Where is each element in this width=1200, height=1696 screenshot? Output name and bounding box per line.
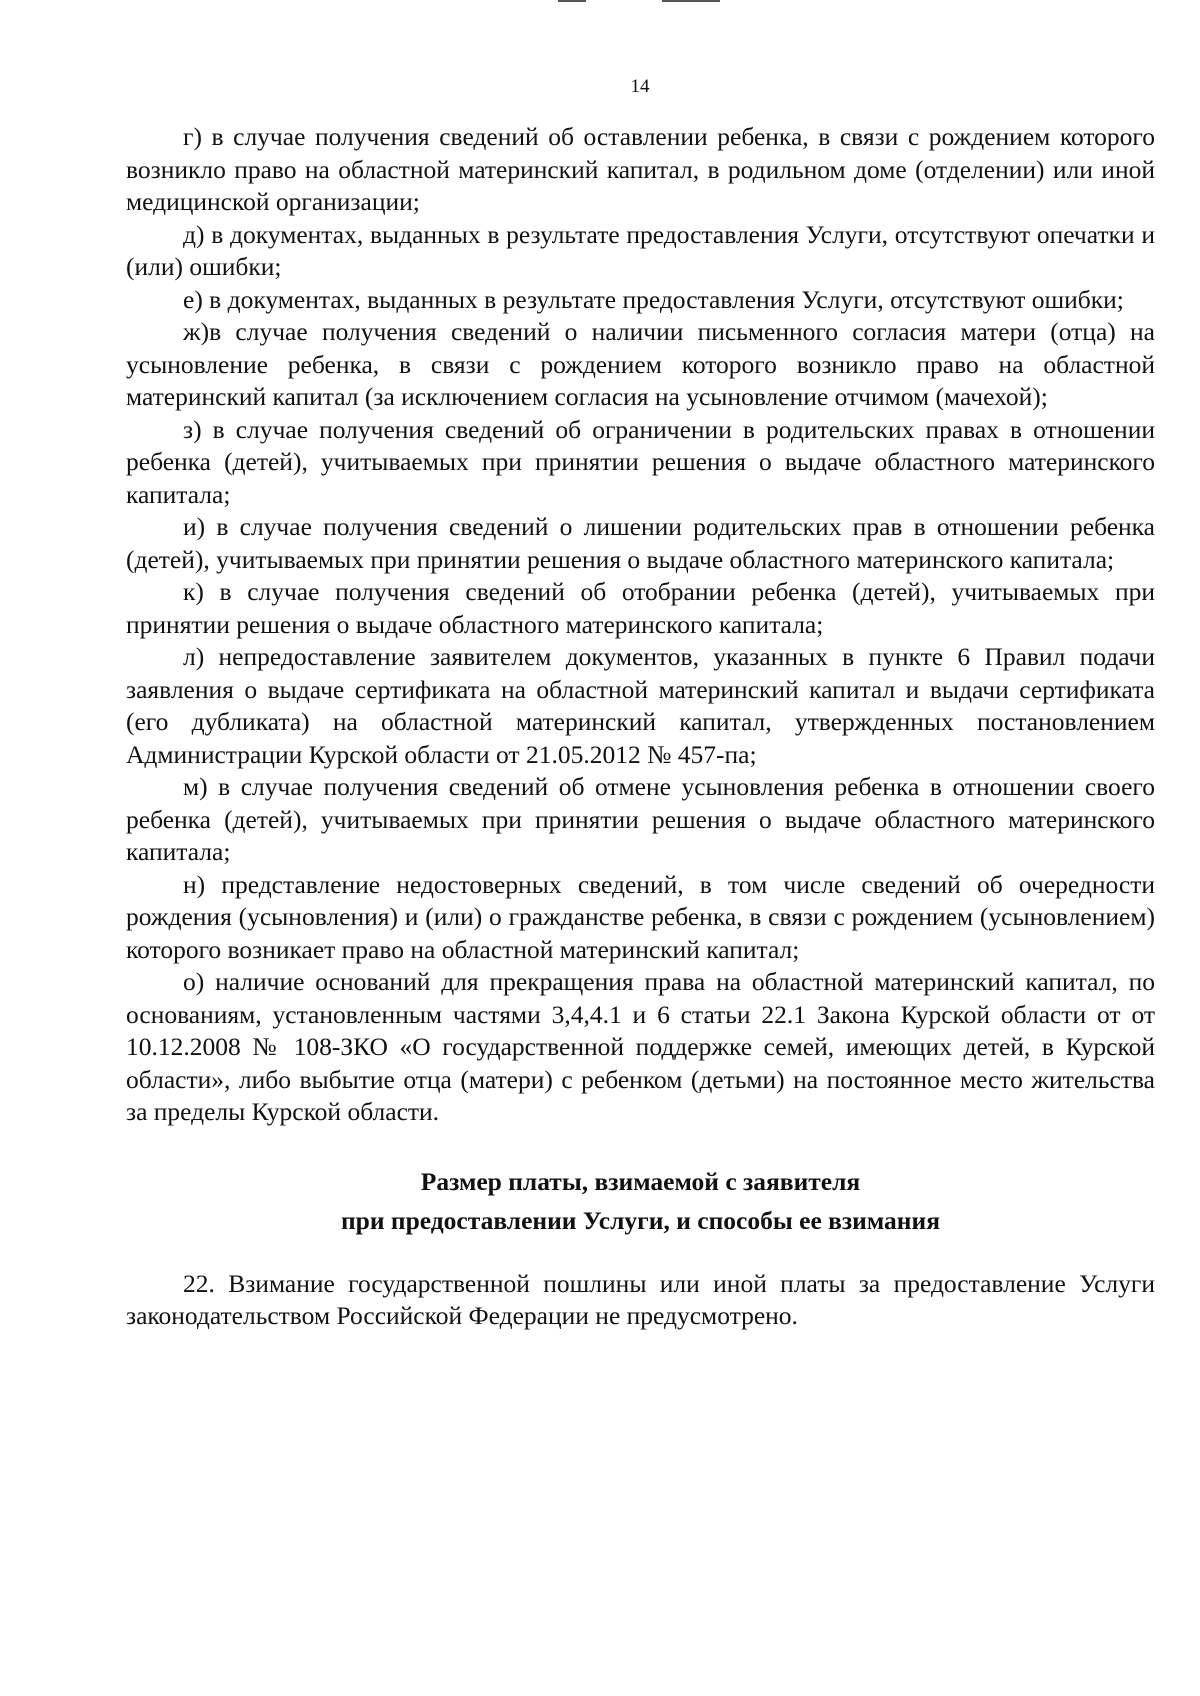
paragraph-k: к) в случае получения сведений об отобрании ребенка (детей), учитываемых при принятии решения о выдаче областного материнского капитала; [126,577,1155,639]
paragraph-i: и) в случае получения сведений о лишении родительских прав в отношении ребенка (детей), учитываемых при принятии решения о выдаче областного материнского капитала; [126,512,1155,574]
section-heading [126,1162,1155,1240]
document-body [126,121,1155,1333]
paragraph-d: д) в документах, выданных в результате предоставления Услуги, отсутствуют опечатки и (или) ошибки; [126,219,1155,281]
section-heading-line-1: Размер платы, взимаемой с заявителя [420,1166,861,1196]
paragraph-e: е) в документах, выданных в результате предоставления Услуги, отсутствуют ошибки; [183,284,1124,314]
paragraph-n: н) представление недостоверных сведений, в том числе сведений об очередности рождения (усыновления) и (или) о гражданстве ребенка, в связи с рождением (усыновлением) которого возникает право на областной материнский капитал; [126,869,1155,964]
paragraph-o: о) наличие оснований для прекращения права на областной материнский капитал, по основаниям, установленным частями 3,4,4.1 и 6 статьи 22.1 Закона Курской области от от 10.12.2008 № 108-ЗКО «О государственной поддержке семей, имеющих детей, в Курской области», либо выбытие отца (матери) с ребенком (детьми) на постоянное место жительства за пределы Курской области. [126,967,1155,1126]
paragraph-z: з) в случае получения сведений об ограничении в родительских правах в отношении ребенка (детей), учитываемых при принятии решения о выдаче областного материнского капитала; [126,414,1155,509]
section-heading-line-2: при предоставлении Услуги, и способы ее взимания [340,1205,940,1235]
paragraph-g: г) в случае получения сведений об оставлении ребенка, в связи с рождением которого возникло право на областной материнский капитал, в родильном доме (отделении) или иной медицинской организации; [126,122,1155,216]
scan-edge-mark [662,0,720,2]
scan-edge-mark [558,0,586,2]
paragraph-m: м) в случае получения сведений об отмене усыновления ребенка в отношении своего ребенка (детей), учитываемых при принятии решения о выдаче областного материнского капитала; [126,772,1155,866]
page-number: 14 [630,76,650,97]
paragraph-zh: ж)в случае получения сведений о наличии письменного согласия матери (отца) на усыновление ребенка, в связи с рождением которого возникло право на областной материнский капитал (за исключением согласия на усыновление отчимом (мачехой); [126,317,1155,411]
paragraph-l: л) непредоставление заявителем документов, указанных в пункте 6 Правил подачи заявления о выдаче сертификата на областной материнский капитал и выдачи сертификата (его дубликата) на областной материнский капитал, утвержденных постановлением Администрации Курской области от 21.05.2012 № 457-па; [126,642,1155,769]
paragraph-22: 22. Взимание государственной пошлины или иной платы за предоставление Услуги законодательством Российской Федерации не предусмотрено. [126,1268,1155,1330]
